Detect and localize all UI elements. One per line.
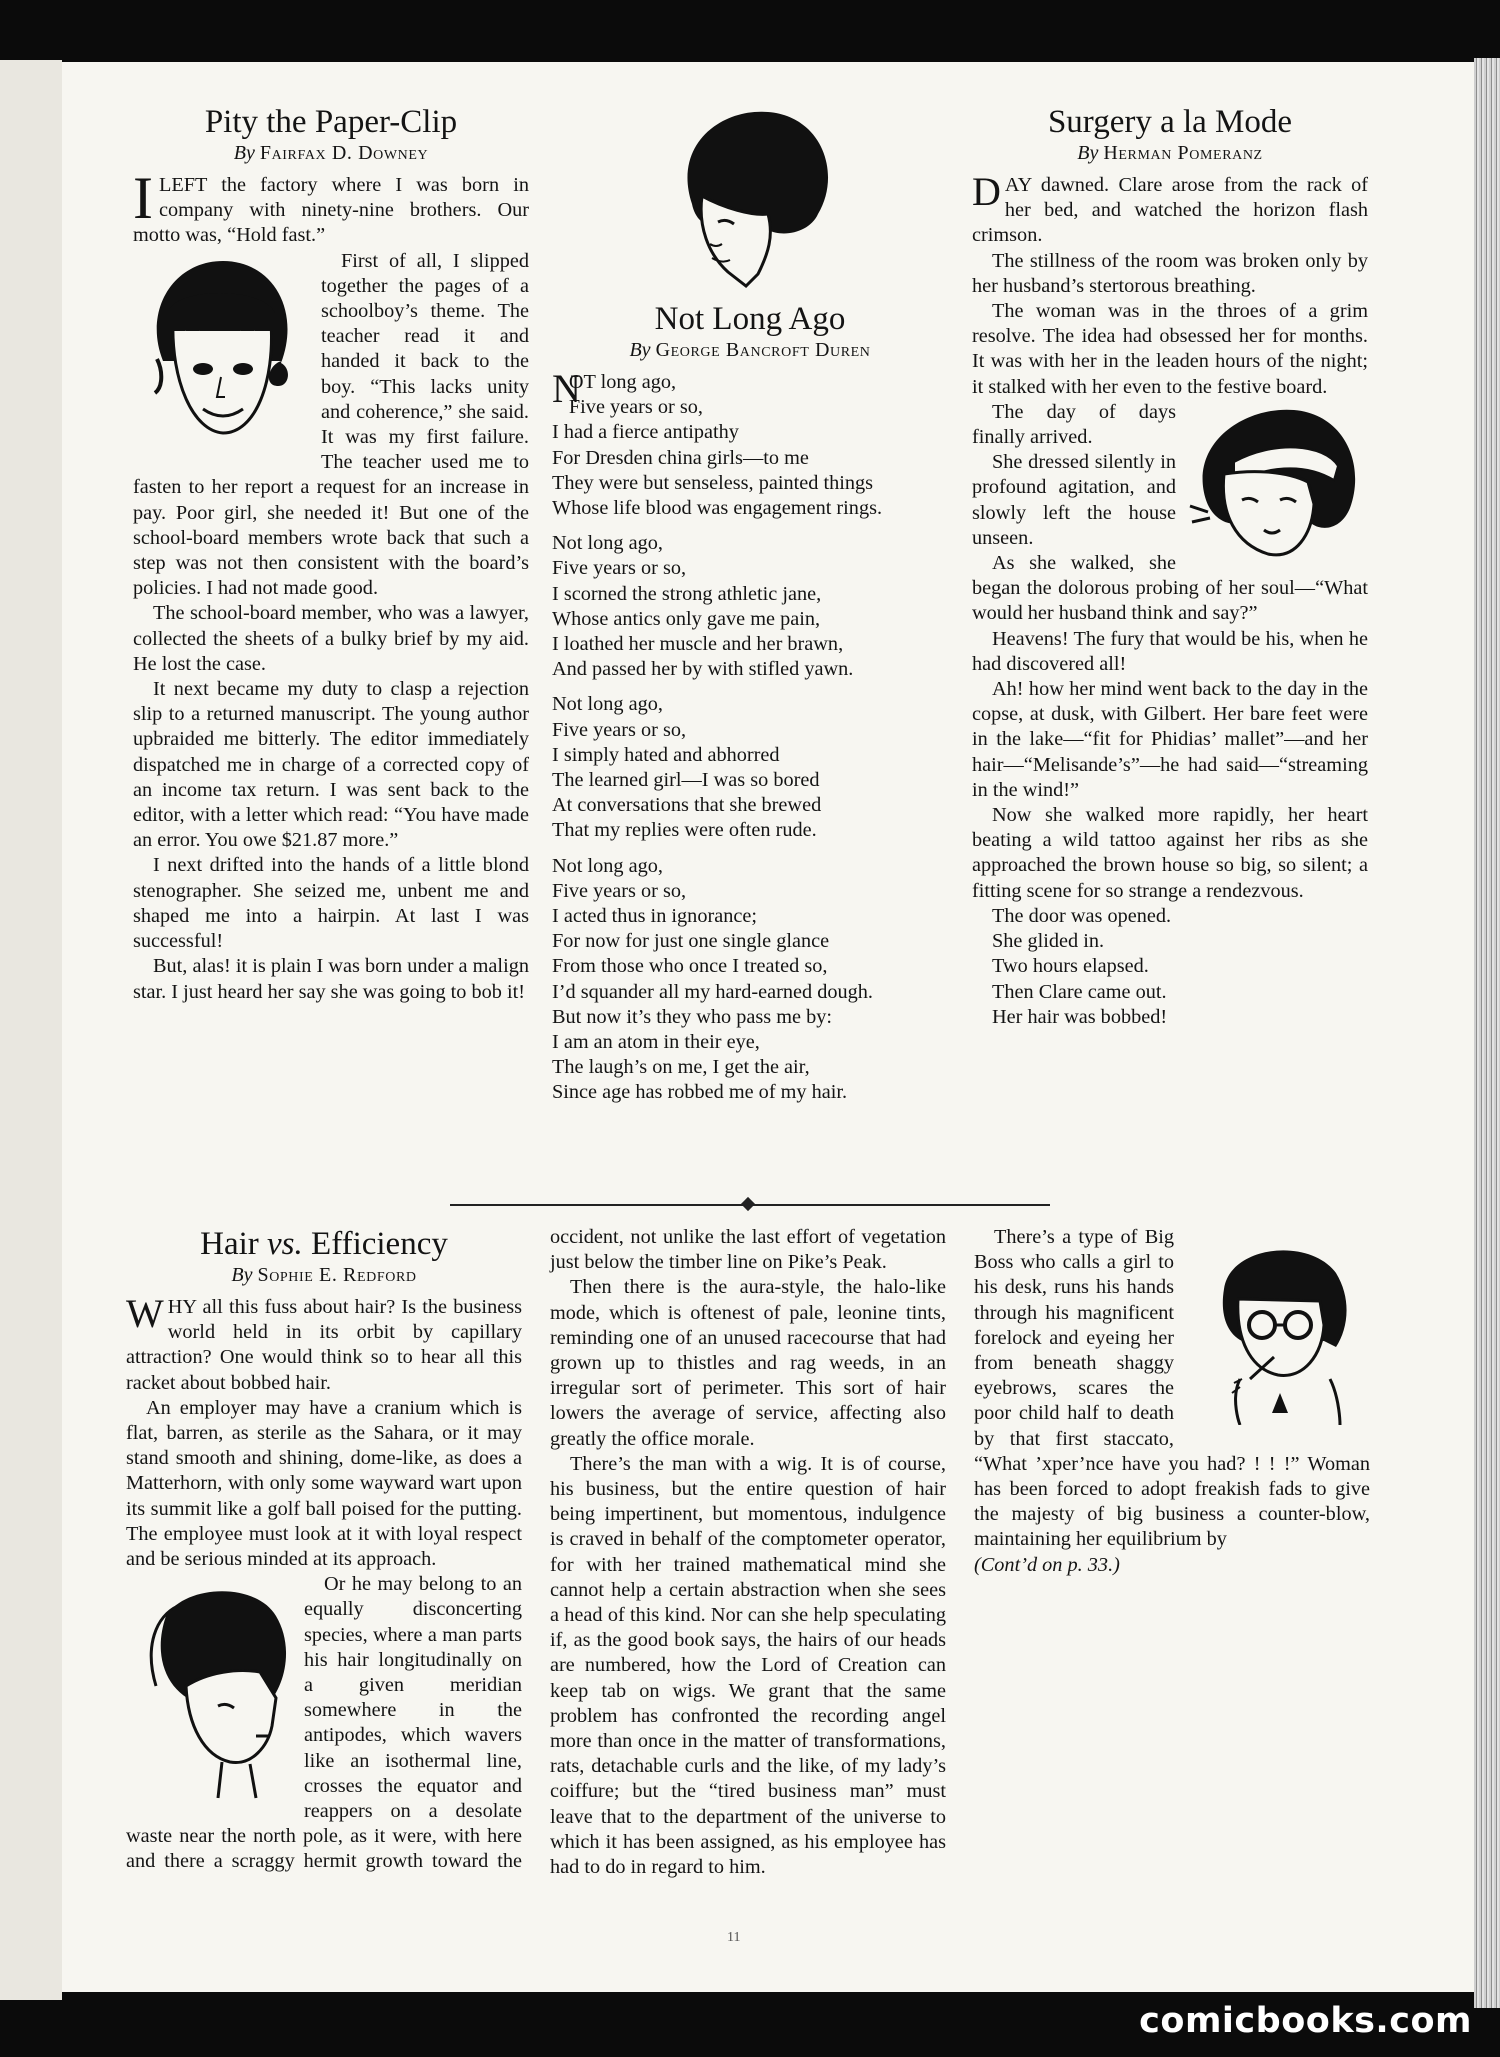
poem-line: Since age has robbed me of my hair. bbox=[552, 1081, 848, 1104]
poem-stanza-4 bbox=[552, 854, 948, 1106]
poem-line: They were but senseless, painted things bbox=[552, 471, 874, 494]
poem-line: Five years or so, bbox=[552, 557, 687, 580]
poem-line: Not long ago, bbox=[552, 532, 663, 555]
poem-line: That my replies were often rude. bbox=[552, 819, 817, 842]
paragraph: Then there is the aura-style, the halo-like mode, which is oftenest of pale, leonine tints, reminding one of an unused racecourse that had grown up to thistles and rag weeds, in an irregular sort of perimeter. This sort of hair lowers the average of service, affecting also greatly the office morale. bbox=[550, 1276, 946, 1450]
left-page-spine bbox=[0, 60, 62, 2000]
paragraph-text: LEFT the factory where I was born in company with ninety-nine brothers. Our motto was, “Hold fast.” bbox=[133, 174, 529, 247]
poem-line: I am an atom in their eye, bbox=[552, 1031, 760, 1054]
paragraph: The school-board member, who was a lawyer, collected the sheets of a bulky brief by my aid. He lost the case. bbox=[133, 602, 529, 675]
poem-stanza-3 bbox=[552, 692, 948, 843]
illustration-woman-profile bbox=[126, 1576, 296, 1806]
poem-line: Whose antics only gave me pain, bbox=[552, 607, 821, 630]
poem-line: Not long ago, bbox=[552, 854, 663, 877]
byline-prefix: By bbox=[231, 1264, 253, 1286]
paragraph: The stillness of the room was broken only by her husband’s stertorous breathing. bbox=[972, 249, 1368, 297]
story-byline bbox=[133, 141, 529, 165]
page-number: 11 bbox=[727, 1930, 741, 1945]
illustration-girl-profile-top bbox=[672, 104, 832, 294]
paragraph: She glided in. bbox=[992, 930, 1105, 953]
continued-note: (Cont’d on p. 33.) bbox=[974, 1553, 1120, 1576]
author-name: Sophie E. Redford bbox=[257, 1264, 417, 1286]
drop-cap: W bbox=[126, 1291, 164, 1336]
story-byline bbox=[972, 141, 1368, 165]
author-name: George Bancroft Duren bbox=[655, 339, 871, 361]
illustration-girl-bangs bbox=[133, 251, 313, 451]
paragraph: The day of days finally arrived. bbox=[972, 400, 1176, 449]
watermark-text: comicbooks.com bbox=[1139, 2001, 1472, 2041]
poem-line: And passed her by with stifled yawn. bbox=[552, 658, 854, 681]
paragraph: Heavens! The fury that would be his, when he had discovered all! bbox=[972, 627, 1368, 675]
byline-prefix: By bbox=[1077, 142, 1099, 164]
poem-line: I had a fierce antipathy bbox=[552, 421, 739, 444]
paragraph: An employer may have a cranium which is flat, barren, as sterile as the Sahara, or it may stand smooth and shining, dome-like, as does a Matterhorn, with only some wayward wart upon its summit like a golf ball poised for the putting. The employee must look at it with loyal respect and be serious minded at its approach. bbox=[126, 1396, 522, 1571]
poem-stanza-1 bbox=[552, 366, 948, 521]
paragraph: It next became my duty to clasp a rejection slip to a returned manuscript. The young author upbraided me bitterly. The editor immediately dispatched me in charge of a corrected copy of an income tax return. I was sent back to the editor, with a letter which read: “You have made an error. You owe $21.87 more.” bbox=[133, 678, 529, 852]
poem-line: Five years or so, bbox=[552, 879, 687, 902]
drop-cap: I bbox=[133, 165, 153, 231]
poem-line: At conversations that she brewed bbox=[552, 794, 822, 817]
poem-line: OT long ago, bbox=[568, 371, 677, 393]
paragraph-text: AY dawned. Clare arose from the rack of her bed, and watched the horizon flash crimson. bbox=[972, 174, 1368, 247]
paragraph bbox=[972, 169, 1368, 249]
poem-line: I acted thus in ignorance; bbox=[552, 905, 757, 928]
story-pity-the-paper-clip bbox=[133, 103, 529, 1005]
title-part: vs. bbox=[267, 1226, 303, 1262]
byline-prefix: By bbox=[629, 339, 651, 361]
paragraph: Two hours elapsed. bbox=[992, 955, 1149, 978]
illustration-girl-glasses bbox=[1180, 1229, 1370, 1429]
paragraph: First of all, I slipped together the pages of a schoolboy’s theme. The teacher read it and handed it back to the boy. “This lacks unity and coherence,” she said. It was my first failure. The teacher used me to fasten to her report a request for an increase in pay. Poor girl, she needed it! But one of the school-board members wrote back that such a step was not then consistent with the board’s policies. I had not made good. bbox=[133, 249, 529, 600]
poem-not-long-ago bbox=[552, 300, 948, 1116]
paragraph bbox=[126, 1291, 522, 1396]
paragraph bbox=[133, 165, 529, 249]
poem-line: For Dresden china girls—to me bbox=[552, 446, 809, 469]
title-part: Hair bbox=[200, 1226, 259, 1262]
paragraph: Ah! how her mind went back to the day in the copse, at dusk, with Gilbert. Her bare feet were in the lake—“fit for Phidias’ mallet”—and her hair—“Melisande’s”—he had said—“streaming in the wind!” bbox=[972, 678, 1368, 801]
illustration-woman-cap bbox=[1184, 404, 1368, 574]
poem-line: I loathed her muscle and her brawn, bbox=[552, 633, 844, 656]
paragraph: The woman was in the throes of a grim resolve. The idea had obsessed her for months. It was with her in the leaden hours of the night; it stalked with her even to the festive board. bbox=[972, 300, 1368, 398]
poem-line: The learned girl—I was so bored bbox=[552, 769, 820, 792]
poem-line: I simply hated and abhorred bbox=[552, 743, 780, 766]
poem-line: But now it’s they who pass me by: bbox=[552, 1005, 832, 1028]
poem-line: I’d squander all my hard-earned dough. bbox=[552, 980, 874, 1003]
paragraph: There’s the man with a wig. It is of course, his business, but the entire question of hair being impertinent, but momentous, indulgence is craved in behalf of the comptometer operator, for with her trained mathematical mind she cannot help a certain abstraction when she sees a head of this kind. Nor can she help speculating if, as the good book says, the hairs of our heads are numbered, how the Lord of Creation can keep tab on wigs. We grant that the same problem has confronted the recording angel more than once in the matter of transformations, rats, detachable curls and the like, of my lady’s coiffure; but the “tired business man” must leave that to the department of the universe to which it has been assigned, as his employee has had to do in regard to him. bbox=[550, 1452, 946, 1879]
story-surgery-a-la-mode bbox=[972, 103, 1368, 1030]
paragraph: Her hair was bobbed! bbox=[992, 1005, 1168, 1028]
author-name: Fairfax D. Downey bbox=[259, 142, 429, 164]
paragraph-text: HY all this fuss about hair? Is the business world held in its orbit by capillary attraction? One would think so to hear all this racket about bobbed hair. bbox=[126, 1296, 522, 1394]
poem-stanza-2 bbox=[552, 531, 948, 682]
poem-line: Five years or so, bbox=[552, 718, 687, 741]
story-hair-vs-efficiency bbox=[126, 1225, 1370, 1917]
story-title: Not Long Ago bbox=[654, 301, 846, 337]
poem-line: From those who once I treated so, bbox=[552, 955, 828, 978]
paragraph: Then Clare came out. bbox=[992, 980, 1167, 1003]
poem-line: I scorned the strong athletic jane, bbox=[552, 582, 822, 605]
paragraph: As she walked, she began the dolorous probing of her soul—“What would her husband think and say?” bbox=[972, 552, 1368, 625]
author-name: Herman Pomeranz bbox=[1103, 142, 1263, 164]
paragraph: Or he may belong to an equally disconcerting species, where a man parts his hair longitudinally on a given meridian somewhere in the antipodes, which wavers like an isothermal line, crosses the equator and reappers on a desolate waste near the north pole, as it were, with here and there a scraggy hermit growth toward the occident, not unlike the last effort of vegetation just below the timber line on Pike’s Peak. bbox=[126, 1226, 946, 1873]
story-title: Pity the Paper-Clip bbox=[204, 104, 458, 140]
paragraph: The door was opened. bbox=[992, 904, 1172, 927]
title-part: Efficiency bbox=[311, 1226, 448, 1262]
paragraph: I next drifted into the hands of a little blond stenographer. She seized me, unbent me and shaped me into a hairpin. At last I was successful! bbox=[133, 854, 529, 953]
story-title: Surgery a la Mode bbox=[1047, 104, 1293, 140]
story-title bbox=[126, 1225, 522, 1263]
poem-line: Not long ago, bbox=[552, 693, 663, 716]
drop-cap: N bbox=[552, 366, 581, 411]
paragraph: Now she walked more rapidly, her heart beating a wild tattoo against her ribs as she approached the brown house so big, so silent; a fitting scene for so strange a rendezvous. bbox=[972, 804, 1368, 902]
byline-prefix: By bbox=[233, 142, 255, 164]
paragraph: But, alas! it is plain I was born under a malign star. I just heard her say she was going to bob it! bbox=[133, 955, 529, 1003]
drop-cap: D bbox=[972, 169, 1001, 214]
poem-line: Whose life blood was engagement rings. bbox=[552, 497, 883, 520]
page-edge-stack bbox=[1474, 58, 1500, 2008]
poem-line: The laugh’s on me, I get the air, bbox=[552, 1056, 810, 1079]
story-byline bbox=[552, 338, 948, 362]
poem-line: For now for just one single glance bbox=[552, 930, 830, 953]
story-byline bbox=[126, 1263, 522, 1287]
poem-line: Five years or so, bbox=[568, 396, 703, 419]
paragraph: There’s a type of Big Boss who calls a girl to his desk, runs his hands through his magnificent forelock and eyeing her from beneath shaggy eyebrows, scares the poor child half to death by that first staccato, “What ’xper’nce have you had? ! ! !” Woman has been forced to adopt freakish fads to give the majesty of big business a counter-blow, maintaining her equilibrium by bbox=[974, 1226, 1370, 1551]
paragraph: She dressed silently in profound agitation, and slowly left the house unseen. bbox=[972, 451, 1176, 549]
